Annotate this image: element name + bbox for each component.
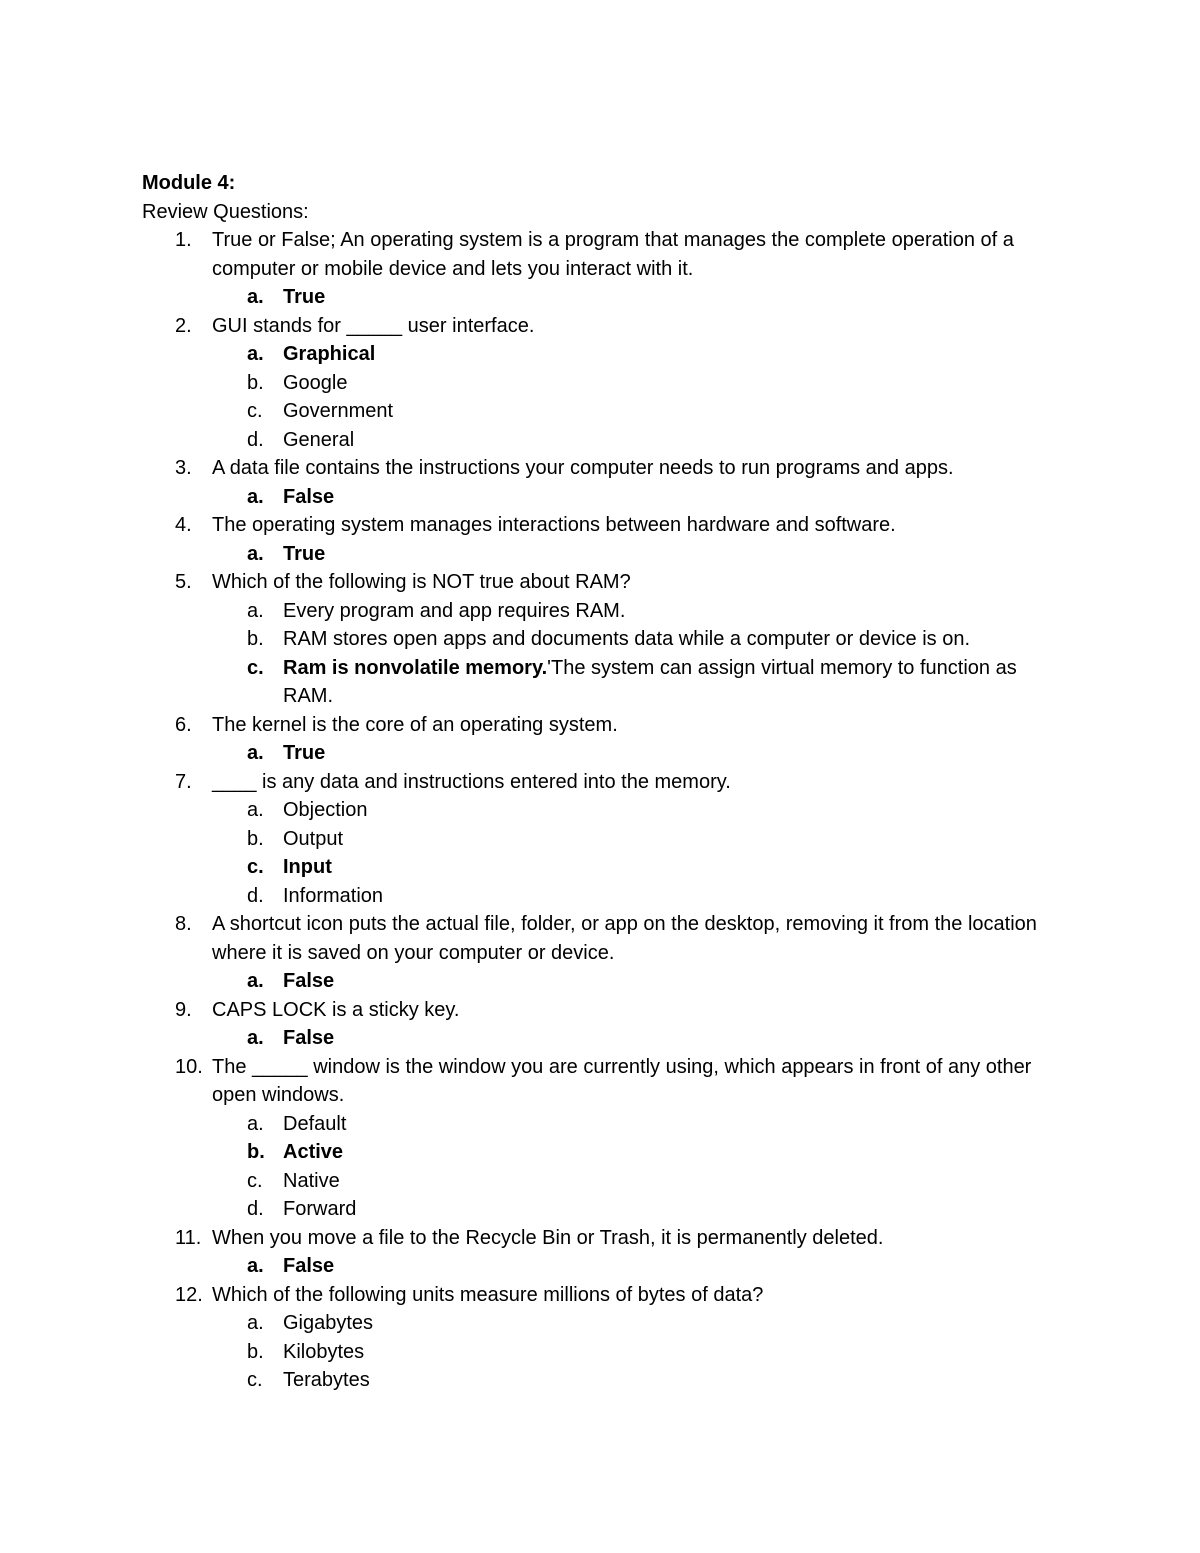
answer-option-correct [142,283,1072,312]
option-text: Kilobytes [283,1340,365,1363]
answer-options [142,540,1072,569]
option-text: True [283,286,326,308]
question-item [142,711,1072,740]
question-text: Which of the following is NOT true about RAM? [212,571,631,593]
answer-option-correct [142,853,1072,882]
option-letter: c. [247,1369,263,1391]
answer-option-correct [142,967,1072,996]
document-content [142,169,1072,1395]
answer-option-correct [142,483,1072,512]
question-item [142,511,1072,540]
option-text: Ram is nonvolatile memory. [283,656,548,679]
answer-option [142,1195,1072,1224]
option-letter: a. [247,485,264,508]
question-number: 12. [175,1283,203,1306]
option-letter: a. [247,343,264,365]
option-text: Information [283,884,384,907]
option-letter: a. [247,970,264,992]
question-number: 6. [175,713,192,736]
option-note: 'The system can assign virtual memory to function as RAM. [283,656,1017,707]
option-letter: a. [247,542,264,565]
answer-option-correct [142,1138,1072,1167]
option-text: Every program and app requires RAM. [283,599,626,622]
option-letter: a. [247,742,264,764]
answer-options [142,796,1072,910]
question-item [142,1224,1072,1253]
answer-options [142,1252,1072,1281]
module-title: Module 4: [142,172,236,194]
option-letter: d. [247,884,264,907]
answer-options [142,1110,1072,1224]
question-text: The _____ window is the window you are currently using, which appears in front of any other open windows. [212,1055,1032,1106]
question-item [142,568,1072,597]
option-letter: b. [247,827,264,850]
question-item [142,312,1072,341]
question-number: 10. [175,1055,203,1078]
option-letter: a. [247,599,264,622]
answer-option-correct [142,340,1072,369]
question-number: 5. [175,571,192,593]
question-item [142,1281,1072,1310]
question-item [142,1053,1072,1110]
answer-option [142,1110,1072,1139]
answer-option [142,1366,1072,1395]
answer-option [142,882,1072,911]
option-letter: c. [247,400,263,422]
answer-options [142,483,1072,512]
option-letter: c. [247,856,264,878]
review-questions-heading: Review Questions: [142,200,309,223]
option-letter: a. [247,286,264,308]
option-letter: a. [247,1112,264,1135]
option-text: General [283,428,355,451]
question-number: 8. [175,913,192,935]
option-text: False [283,1255,335,1277]
answer-options [142,283,1072,312]
answer-option [142,1338,1072,1367]
question-number: 7. [175,770,192,793]
answer-options [142,967,1072,996]
question-text: ____ is any data and instructions entered into the memory. [212,770,731,793]
question-item [142,768,1072,797]
question-text: The operating system manages interactions between hardware and software. [212,514,896,536]
option-letter: a. [247,1312,264,1334]
option-text: True [283,742,326,764]
option-letter: a. [247,799,264,821]
option-text: Input [283,856,332,878]
option-text: Forward [283,1198,357,1220]
question-item [142,910,1072,967]
answer-option [142,796,1072,825]
answer-option-correct [142,654,1072,711]
question-list [142,226,1072,1395]
question-text: A shortcut icon puts the actual file, folder, or app on the desktop, removing it from the location where it is saved on your computer or device. [212,913,1037,964]
question-text: The kernel is the core of an operating system. [212,713,618,736]
answer-option-correct [142,1024,1072,1053]
answer-option [142,369,1072,398]
question-number: 4. [175,514,192,536]
option-text: Default [283,1112,347,1135]
question-number: 2. [175,314,192,337]
question-number: 3. [175,457,192,479]
question-text: A data file contains the instructions your computer needs to run programs and apps. [212,457,954,479]
question-number: 9. [175,998,192,1021]
option-text: True [283,542,326,565]
option-letter: b. [247,1340,264,1363]
question-text: When you move a file to the Recycle Bin or Trash, it is permanently deleted. [212,1226,884,1249]
answer-option [142,825,1072,854]
option-text: Google [283,371,348,394]
option-letter: c. [247,656,264,679]
option-text: False [283,485,335,508]
answer-option-correct [142,1252,1072,1281]
option-text: Native [283,1169,340,1192]
option-text: Government [283,400,394,422]
option-letter: d. [247,1198,264,1220]
question-item [142,226,1072,283]
option-text: Gigabytes [283,1312,374,1334]
option-letter: b. [247,1141,265,1163]
question-number: 11. [175,1226,202,1249]
answer-options [142,597,1072,711]
answer-option [142,426,1072,455]
option-text: Graphical [283,343,376,365]
option-text: Terabytes [283,1369,370,1391]
answer-option [142,397,1072,426]
answer-options [142,739,1072,768]
option-text: False [283,970,335,992]
question-text: True or False; An operating system is a program that manages the complete operation of a computer or mobile device and lets you interact with it. [212,229,1014,280]
option-letter: c. [247,1169,263,1192]
answer-option-correct [142,739,1072,768]
option-text: False [283,1027,335,1049]
option-text: Output [283,827,344,850]
question-text: GUI stands for _____ user interface. [212,314,535,337]
answer-options [142,1024,1072,1053]
answer-options [142,1309,1072,1395]
question-item [142,996,1072,1025]
option-letter: a. [247,1027,264,1049]
question-item [142,454,1072,483]
answer-option [142,1309,1072,1338]
question-number: 1. [175,229,192,251]
option-text: RAM stores open apps and documents data while a computer or device is on. [283,628,971,650]
answer-option-correct [142,540,1072,569]
option-letter: a. [247,1255,264,1277]
answer-option [142,1167,1072,1196]
option-letter: d. [247,428,264,451]
answer-option [142,597,1072,626]
option-text: Active [283,1141,344,1163]
option-letter: b. [247,371,264,394]
option-text: Objection [283,799,368,821]
question-text: Which of the following units measure millions of bytes of data? [212,1283,764,1306]
answer-options [142,340,1072,454]
question-text: CAPS LOCK is a sticky key. [212,998,460,1021]
answer-option [142,625,1072,654]
option-letter: b. [247,628,264,650]
